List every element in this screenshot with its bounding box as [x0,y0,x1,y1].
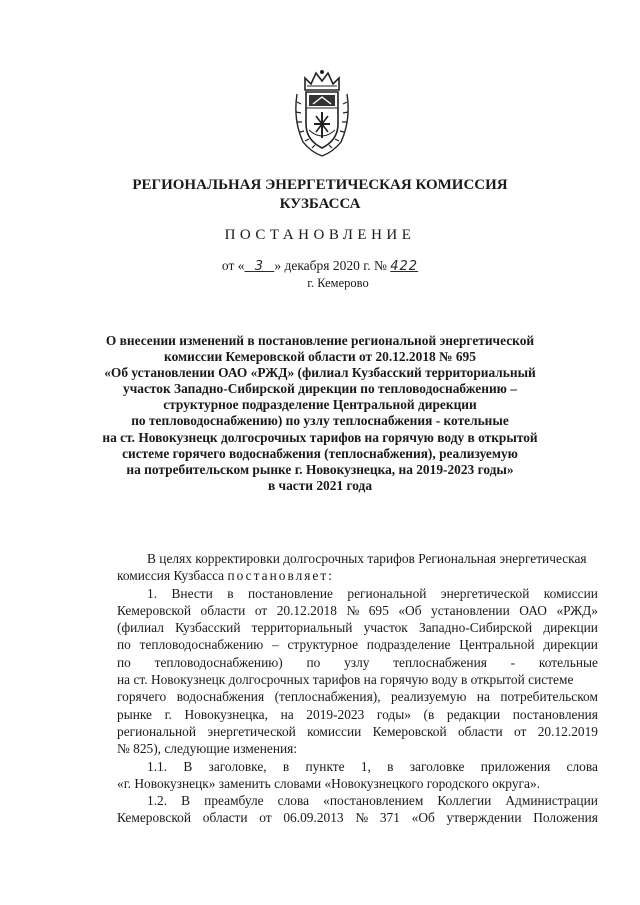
date-prefix: от « [221,258,245,273]
title-line: «Об установлении ОАО «РЖД» (филиал Кузбасский территориальный [104,365,536,381]
title-line: комиссии Кемеровской области от 20.12.2018 № 695 [164,349,476,365]
body-line: 1.1. В заголовке, в пункте 1, в заголовке приложения слова [147,758,598,774]
title-line: по тепловодоснабжению) по узлу теплоснабжения - котельные [131,413,509,429]
body-line: по тепловодоснабжению) по узлу теплоснабжения - котельные [117,654,598,670]
date-middle: » декабря 2020 г. № [274,258,387,273]
document-body [117,550,598,827]
date-day: 3 [254,259,265,274]
body-line: Кемеровской области от 20.12.2018 № 695 «Об установлении ОАО «РЖД» [117,602,598,618]
document-type: ПОСТАНОВЛЕНИЕ [224,227,416,243]
document-number: 422 [390,259,419,274]
title-line: системе горячего водоснабжения (теплоснабжения), реализуемую [122,445,518,461]
body-line: «г. Новокузнецк» заменить словами «Новокузнецкого городского округа». [117,775,540,791]
title-line: структурное подразделение Центральной дирекции [163,397,477,413]
title-line: О внесении изменений в постановление региональной энергетической [105,333,535,348]
paragraph-1-2 [117,792,598,827]
title-line: в части 2021 года [267,477,373,493]
body-line: № 825), следующие изменения: [117,741,298,757]
body-line: 1.2. В преамбуле слова «постановлением Коллегии Администрации [147,793,598,809]
body-line: по тепловодоснабжению – структурное подразделение Центральной дирекции [117,637,598,653]
document-title [0,333,640,494]
body-line: рынке г. Новокузнецка, на 2019-2023 годы» (в редакции постановления [117,706,598,722]
intro-line-1: В целях корректировки долгосрочных тарифов Региональная энергетическая [147,551,587,566]
body-line: (филиал Кузбасский территориальный участок Западно-Сибирской дирекции [117,620,598,636]
body-line: на ст. Новокузнецк долгосрочных тарифов на горячую воду в открытой системе [117,672,574,688]
kuzbass-coat-of-arms-icon [291,68,353,158]
organization-region: КУЗБАССА [279,196,361,212]
paragraph-1-1 [117,758,598,793]
title-line: на потребительском рынке г. Новокузнецка, на 2019-2023 годы» [126,461,514,477]
paragraph-1 [117,585,598,758]
document-city: г. Кемерово [307,276,369,290]
title-line: участок Западно-Сибирской дирекции по тепловодоснабжению – [123,381,517,397]
title-line: на ст. Новокузнецк долгосрочных тарифов на горячую воду в открытой [102,429,538,445]
body-line: региональной энергетической комиссии Кемеровской области от 20.12.2019 [117,723,598,739]
body-line: 1. Внести в постановление региональной энергетической комиссии [147,585,598,601]
body-line: горячего водоснабжения (теплоснабжения), реализуемую на потребительском [117,689,598,705]
body-line: Кемеровской области от 06.09.2013 № 371 «Об утверждении Положения [117,810,598,826]
organization-name: РЕГИОНАЛЬНАЯ ЭНЕРГЕТИЧЕСКАЯ КОМИССИЯ [132,177,508,193]
intro-line-2: комиссия Кузбасса постановляет: [117,568,334,584]
document-date-line [0,258,640,274]
